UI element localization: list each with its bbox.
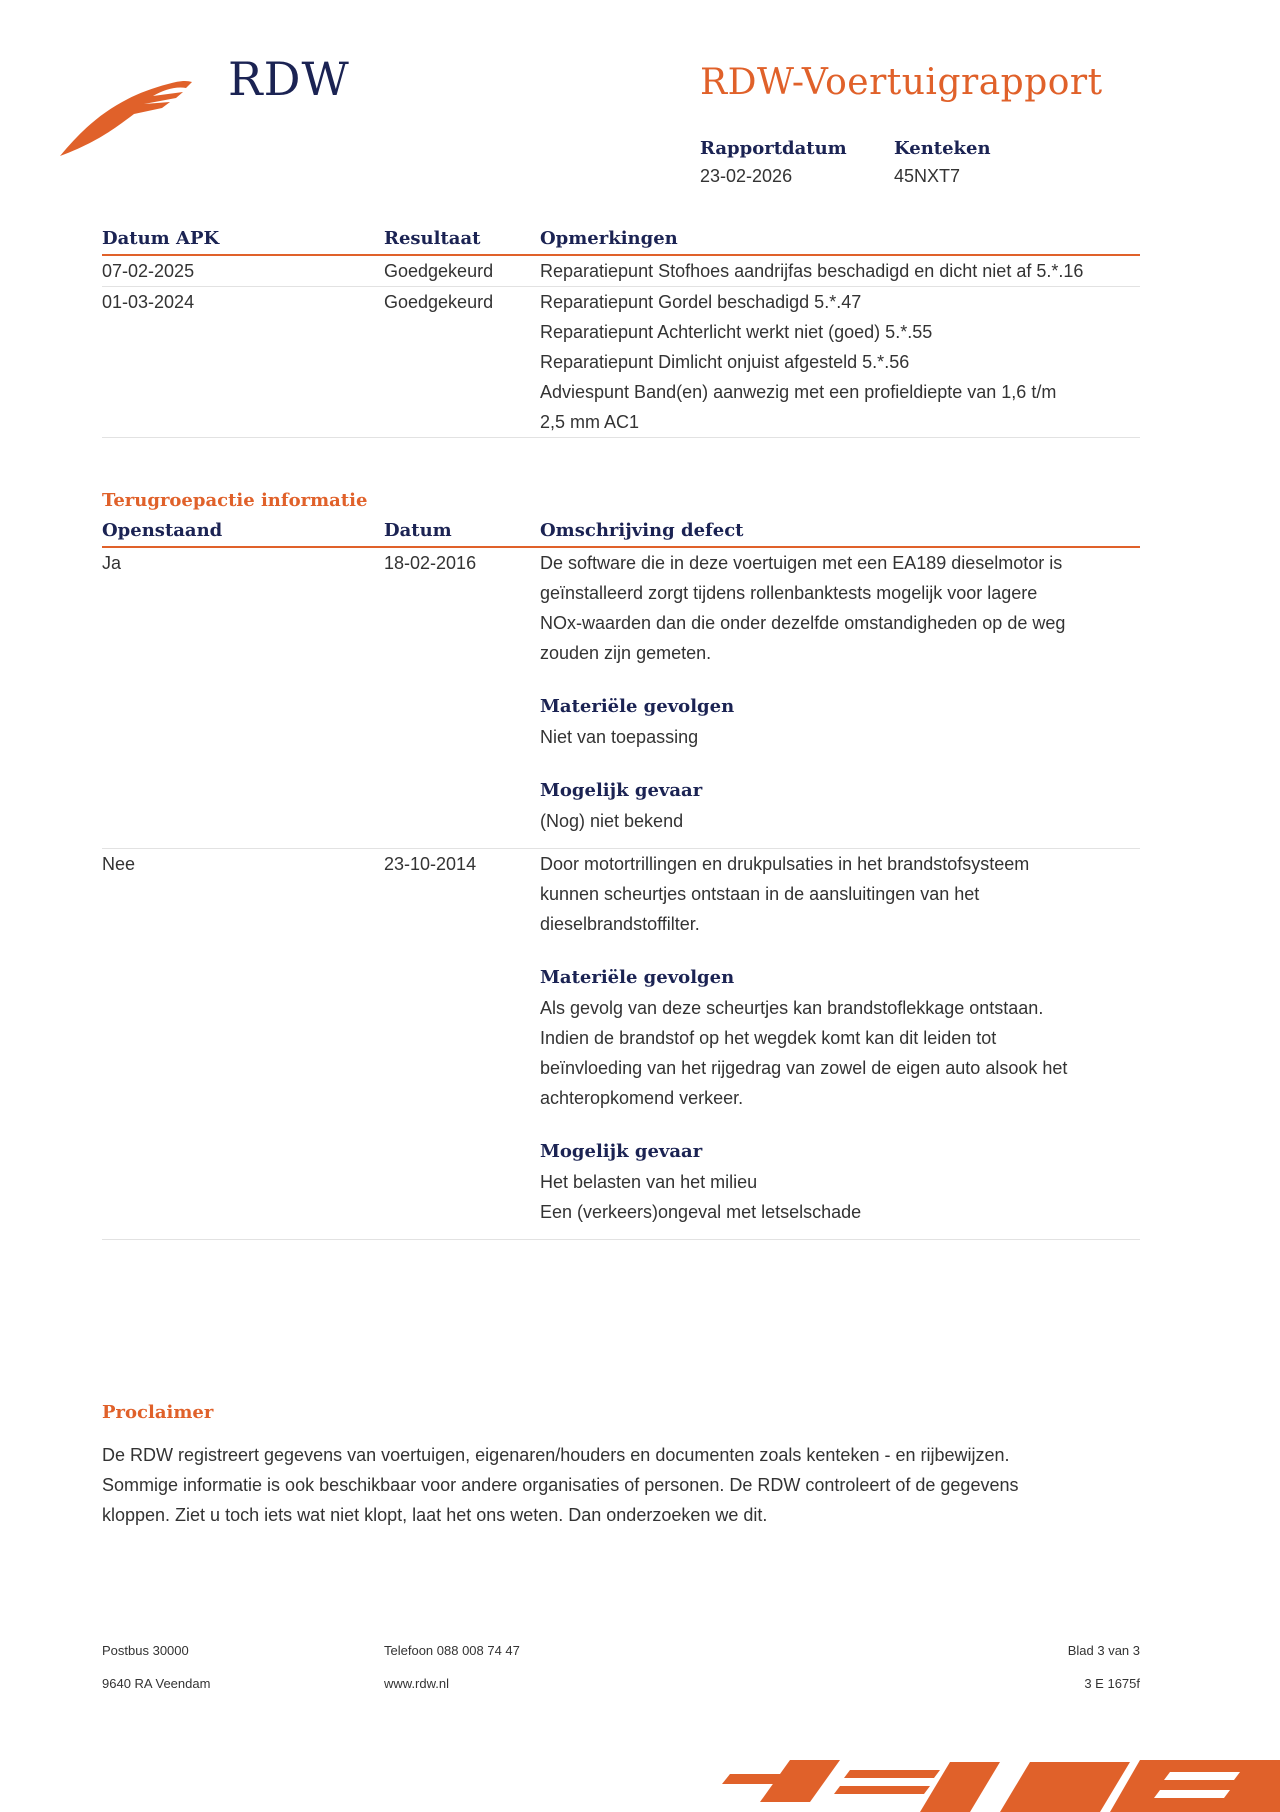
apk-header-remarks: Opmerkingen bbox=[540, 228, 678, 249]
proclaimer-line: De RDW registreert gegevens van voertuigen, eigenaren/houders en documenten zoals kenteken - en rijbewijzen. bbox=[102, 1445, 1010, 1465]
consequences-line: Indien de brandstof op het wegdek komt kan dit leiden tot bbox=[540, 1028, 997, 1048]
license-plate-value: 45NXT7 bbox=[894, 166, 961, 186]
recall-section-title: Terugroepactie informatie bbox=[102, 490, 368, 511]
danger-heading: Mogelijk gevaar bbox=[540, 780, 703, 801]
danger-line: (Nog) niet bekend bbox=[540, 811, 684, 831]
recall-description bbox=[540, 548, 1140, 836]
recall-table-header bbox=[102, 516, 1140, 548]
apk-header-date: Datum APK bbox=[102, 228, 220, 249]
recall-date: 23-10-2014 bbox=[384, 854, 477, 874]
recall-header-open: Openstaand bbox=[102, 520, 223, 541]
apk-remark-line: Reparatiepunt Dimlicht onjuist afgesteld 5.*.56 bbox=[540, 352, 910, 372]
description-line: Door motortrillingen en drukpulsaties in het brandstofsysteem bbox=[540, 854, 1030, 874]
apk-table-header bbox=[102, 224, 1140, 256]
description-line: dieselbrandstoffilter. bbox=[540, 914, 700, 934]
footer-address-line2: 9640 RA Veendam bbox=[102, 1676, 211, 1691]
apk-remark-line: Adviespunt Band(en) aanwezig met een profieldiepte van 1,6 t/m bbox=[540, 382, 1057, 402]
description-line: geïnstalleerd zorgt tijdens rollenbanktests mogelijk voor lagere bbox=[540, 583, 1038, 603]
apk-remark-line: Reparatiepunt Stofhoes aandrijfas beschadigd en dicht niet af 5.*.16 bbox=[540, 261, 1084, 281]
apk-remark-line: Reparatiepunt Achterlicht werkt niet (goed) 5.*.55 bbox=[540, 322, 933, 342]
footer-phone: Telefoon 088 008 74 47 bbox=[384, 1643, 520, 1658]
apk-header-result: Resultaat bbox=[384, 228, 481, 249]
recall-header-description: Omschrijving defect bbox=[540, 520, 744, 541]
footer-document-code: 3 E 1675f bbox=[1084, 1676, 1140, 1691]
table-row bbox=[102, 548, 1140, 849]
proclaimer-title: Proclaimer bbox=[102, 1402, 214, 1423]
license-plate-label: Kenteken bbox=[894, 138, 991, 159]
apk-date: 01-03-2024 bbox=[102, 292, 195, 312]
apk-result: Goedgekeurd bbox=[384, 292, 494, 312]
description-line: De software die in deze voertuigen met een EA189 dieselmotor is bbox=[540, 553, 1063, 573]
decorative-stripes-icon bbox=[700, 1742, 1280, 1812]
recall-description bbox=[540, 849, 1140, 1227]
recall-table bbox=[102, 516, 1140, 1240]
report-date-value: 23-02-2026 bbox=[700, 166, 793, 186]
apk-remarks bbox=[540, 256, 1140, 286]
description-line: kunnen scheurtjes ontstaan in de aansluitingen van het bbox=[540, 884, 980, 904]
table-row bbox=[102, 287, 1140, 438]
recall-open: Ja bbox=[102, 553, 122, 573]
footer-page-number: Blad 3 van 3 bbox=[1067, 1643, 1140, 1658]
apk-date: 07-02-2025 bbox=[102, 261, 195, 281]
table-row bbox=[102, 256, 1140, 287]
consequences-line: Niet van toepassing bbox=[540, 727, 699, 747]
recall-header-date: Datum bbox=[384, 520, 452, 541]
consequences-line: Als gevolg van deze scheurtjes kan brandstoflekkage ontstaan. bbox=[540, 998, 1044, 1018]
description-line: NOx-waarden dan die onder dezelfde omstandigheden op de weg bbox=[540, 613, 1066, 633]
apk-remark-line: Reparatiepunt Gordel beschadigd 5.*.47 bbox=[540, 292, 862, 312]
proclaimer-line: kloppen. Ziet u toch iets wat niet klopt, laat het ons weten. Dan onderzoeken we dit. bbox=[102, 1505, 768, 1525]
consequences-heading: Materiële gevolgen bbox=[540, 696, 735, 717]
consequences-heading: Materiële gevolgen bbox=[540, 967, 735, 988]
apk-result: Goedgekeurd bbox=[384, 261, 494, 281]
proclaimer-text bbox=[102, 1440, 1142, 1530]
table-row bbox=[102, 849, 1140, 1240]
danger-line: Een (verkeers)ongeval met letselschade bbox=[540, 1202, 862, 1222]
recall-open: Nee bbox=[102, 854, 136, 874]
consequences-line: achteropkomend verkeer. bbox=[540, 1088, 744, 1108]
apk-remark-line: 2,5 mm AC1 bbox=[540, 412, 640, 432]
consequences-line: beïnvloeding van het rijgedrag van zowel de eigen auto alsook het bbox=[540, 1058, 1068, 1078]
danger-line: Het belasten van het milieu bbox=[540, 1172, 758, 1192]
footer-address-line1: Postbus 30000 bbox=[102, 1643, 189, 1658]
proclaimer-line: Sommige informatie is ook beschikbaar voor andere organisaties of personen. De RDW controleert of de gegevens bbox=[102, 1475, 1019, 1495]
brand-name: RDW bbox=[228, 52, 350, 106]
report-date-label: Rapportdatum bbox=[700, 138, 847, 159]
footer-website[interactable]: www.rdw.nl bbox=[384, 1676, 450, 1691]
page-title: RDW-Voertuigrapport bbox=[700, 62, 1103, 103]
danger-heading: Mogelijk gevaar bbox=[540, 1141, 703, 1162]
description-line: zouden zijn gemeten. bbox=[540, 643, 712, 663]
recall-date: 18-02-2016 bbox=[384, 553, 477, 573]
apk-table bbox=[102, 224, 1140, 438]
apk-remarks bbox=[540, 287, 1140, 437]
